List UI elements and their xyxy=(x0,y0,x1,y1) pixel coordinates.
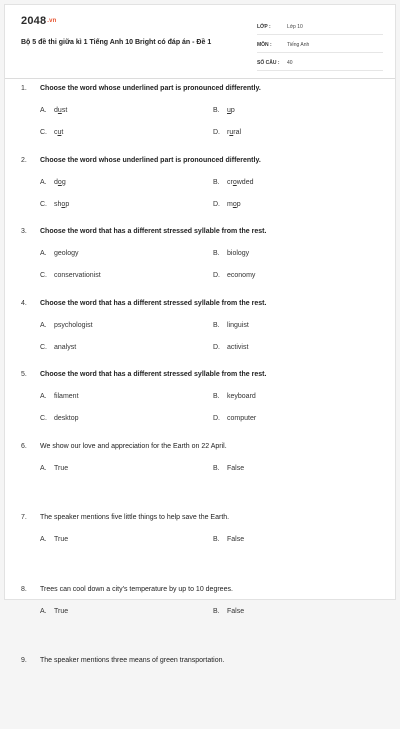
question-text: Choose the word whose underlined part is pronounced differently. xyxy=(40,85,261,92)
answer-option[interactable] xyxy=(213,201,241,208)
option-text: analyst xyxy=(54,343,77,351)
meta-label: SỐ CÂU : xyxy=(257,59,280,66)
answer-option[interactable] xyxy=(40,322,93,329)
option-text-rest: st xyxy=(61,107,68,114)
option-text: False xyxy=(227,536,245,543)
option-text-rest: p xyxy=(65,200,70,208)
underlined-part: o xyxy=(232,200,237,208)
meta-label: MÔN : xyxy=(257,41,272,48)
answer-option[interactable] xyxy=(40,608,68,615)
option-text-rest: g xyxy=(61,178,66,186)
question-item xyxy=(5,228,397,300)
document-page xyxy=(4,4,396,664)
option-text: cr xyxy=(227,178,233,186)
answer-option[interactable] xyxy=(213,250,249,257)
option-letter: A. xyxy=(40,393,47,400)
meta-value: 40 xyxy=(287,59,293,66)
option-letter: C. xyxy=(40,200,47,208)
meta-row-subject xyxy=(257,37,383,53)
answer-option[interactable] xyxy=(40,465,68,472)
option-letter: B. xyxy=(213,107,220,114)
site-logo[interactable] xyxy=(21,15,57,27)
answer-option[interactable] xyxy=(213,129,241,136)
meta-row-count xyxy=(257,55,383,71)
question-number: 6. xyxy=(21,442,27,450)
question-item xyxy=(5,157,397,229)
option-letter: B. xyxy=(213,607,220,615)
question-item xyxy=(5,657,397,729)
question-number: 4. xyxy=(21,299,27,307)
answer-option[interactable] xyxy=(213,179,253,186)
answer-option[interactable] xyxy=(213,536,244,543)
option-letter: C. xyxy=(40,415,47,422)
answer-option[interactable] xyxy=(40,179,66,186)
answer-option[interactable] xyxy=(40,344,76,351)
question-text: We show our love and appreciation for the Earth on 22 April. xyxy=(40,442,227,450)
option-text-rest: ral xyxy=(233,129,242,136)
option-text: r xyxy=(227,129,230,136)
option-text: True xyxy=(54,464,69,472)
option-letter: D. xyxy=(213,129,220,136)
option-text: d xyxy=(54,178,58,186)
answer-option[interactable] xyxy=(213,344,248,351)
answer-option[interactable] xyxy=(213,107,235,114)
underlined-part: o xyxy=(61,200,66,208)
option-text: d xyxy=(54,107,58,114)
question-item xyxy=(5,300,397,372)
answer-option[interactable] xyxy=(213,393,256,400)
option-letter: B. xyxy=(213,464,220,472)
answer-option[interactable] xyxy=(40,415,79,422)
question-number: 8. xyxy=(21,585,27,593)
option-text: filament xyxy=(54,393,79,400)
answer-option[interactable] xyxy=(213,608,244,615)
option-text: m xyxy=(227,200,233,208)
underlined-part: u xyxy=(57,107,62,114)
option-text-rest: wded xyxy=(236,178,254,186)
meta-value: Lớp 10 xyxy=(287,23,303,30)
option-letter: A. xyxy=(40,536,47,543)
answer-option[interactable] xyxy=(40,393,79,400)
option-letter: B. xyxy=(213,250,220,257)
option-text: True xyxy=(54,536,69,543)
answer-option[interactable] xyxy=(40,201,69,208)
option-text-rest: t xyxy=(61,129,64,136)
option-text: psychologist xyxy=(54,321,93,329)
option-text: False xyxy=(227,607,245,615)
option-text: linguist xyxy=(227,321,249,329)
logo-main: 2048 xyxy=(21,15,47,27)
question-number: 5. xyxy=(21,371,27,378)
question-item xyxy=(5,85,397,157)
logo-suffix: .vn xyxy=(47,18,57,25)
underlined-part: u xyxy=(229,129,234,136)
answer-option[interactable] xyxy=(213,272,255,279)
option-text: False xyxy=(227,464,245,472)
question-text: Trees can cool down a city's temperature by up to 10 degrees. xyxy=(40,585,233,593)
option-letter: B. xyxy=(213,321,220,329)
answer-option[interactable] xyxy=(40,272,101,279)
answer-option[interactable] xyxy=(40,129,63,136)
option-letter: D. xyxy=(213,415,220,422)
option-letter: B. xyxy=(213,536,220,543)
answer-option[interactable] xyxy=(213,465,244,472)
question-number: 1. xyxy=(21,85,27,92)
option-text: economy xyxy=(227,272,256,279)
option-text-rest: p xyxy=(230,107,235,114)
underlined-part: o xyxy=(232,178,237,186)
underlined-part: o xyxy=(57,178,62,186)
answer-option[interactable] xyxy=(40,107,67,114)
question-item xyxy=(5,371,397,443)
option-letter: A. xyxy=(40,178,47,186)
question-item xyxy=(5,443,397,515)
option-letter: C. xyxy=(40,272,47,279)
answer-option[interactable] xyxy=(213,415,256,422)
option-text: biology xyxy=(227,250,250,257)
option-letter: B. xyxy=(213,178,220,186)
option-text: c xyxy=(54,129,58,136)
option-text-rest: p xyxy=(236,200,241,208)
meta-label: LỚP : xyxy=(257,23,271,30)
question-list xyxy=(5,85,397,729)
option-letter: A. xyxy=(40,321,47,329)
option-letter: A. xyxy=(40,250,47,257)
question-number: 7. xyxy=(21,514,27,521)
option-letter: A. xyxy=(40,464,47,472)
option-letter: C. xyxy=(40,343,47,351)
question-item xyxy=(5,586,397,658)
meta-row-class xyxy=(257,19,383,35)
option-text: computer xyxy=(227,415,257,422)
question-number: 2. xyxy=(21,156,27,164)
option-text: conservationist xyxy=(54,272,101,279)
answer-option[interactable] xyxy=(40,536,68,543)
option-text: keyboard xyxy=(227,393,256,400)
underlined-part: u xyxy=(57,129,62,136)
document-title: Bộ 5 đề thi giữa kì 1 Tiếng Anh 10 Bright có đáp án - Đề 1 xyxy=(21,39,212,46)
question-text: Choose the word that has a different stressed syllable from the rest. xyxy=(40,299,267,307)
question-text: Choose the word that has a different stressed syllable from the rest. xyxy=(40,371,267,378)
question-text: Choose the word that has a different stressed syllable from the rest. xyxy=(40,228,267,235)
question-number: 3. xyxy=(21,228,27,235)
question-text: Choose the word whose underlined part is pronounced differently. xyxy=(40,156,261,164)
meta-info xyxy=(257,19,383,73)
option-letter: C. xyxy=(40,129,47,136)
option-letter: B. xyxy=(213,393,220,400)
question-text: The speaker mentions three means of green transportation. xyxy=(40,657,225,664)
option-text: True xyxy=(54,607,69,615)
question-text: The speaker mentions five little things to help save the Earth. xyxy=(40,514,230,521)
answer-option[interactable] xyxy=(213,322,249,329)
option-letter: D. xyxy=(213,272,220,279)
option-text: geology xyxy=(54,250,79,257)
document-header xyxy=(5,5,395,79)
question-number: 9. xyxy=(21,657,27,664)
option-letter: A. xyxy=(40,607,47,615)
option-text: desktop xyxy=(54,415,79,422)
answer-option[interactable] xyxy=(40,250,79,257)
option-letter: D. xyxy=(213,343,220,351)
option-text: sh xyxy=(54,200,62,208)
meta-value: Tiếng Anh xyxy=(287,41,310,48)
option-letter: A. xyxy=(40,107,47,114)
option-text: activist xyxy=(227,343,249,351)
underlined-part: u xyxy=(227,107,231,114)
question-item xyxy=(5,514,397,586)
option-letter: D. xyxy=(213,200,220,208)
